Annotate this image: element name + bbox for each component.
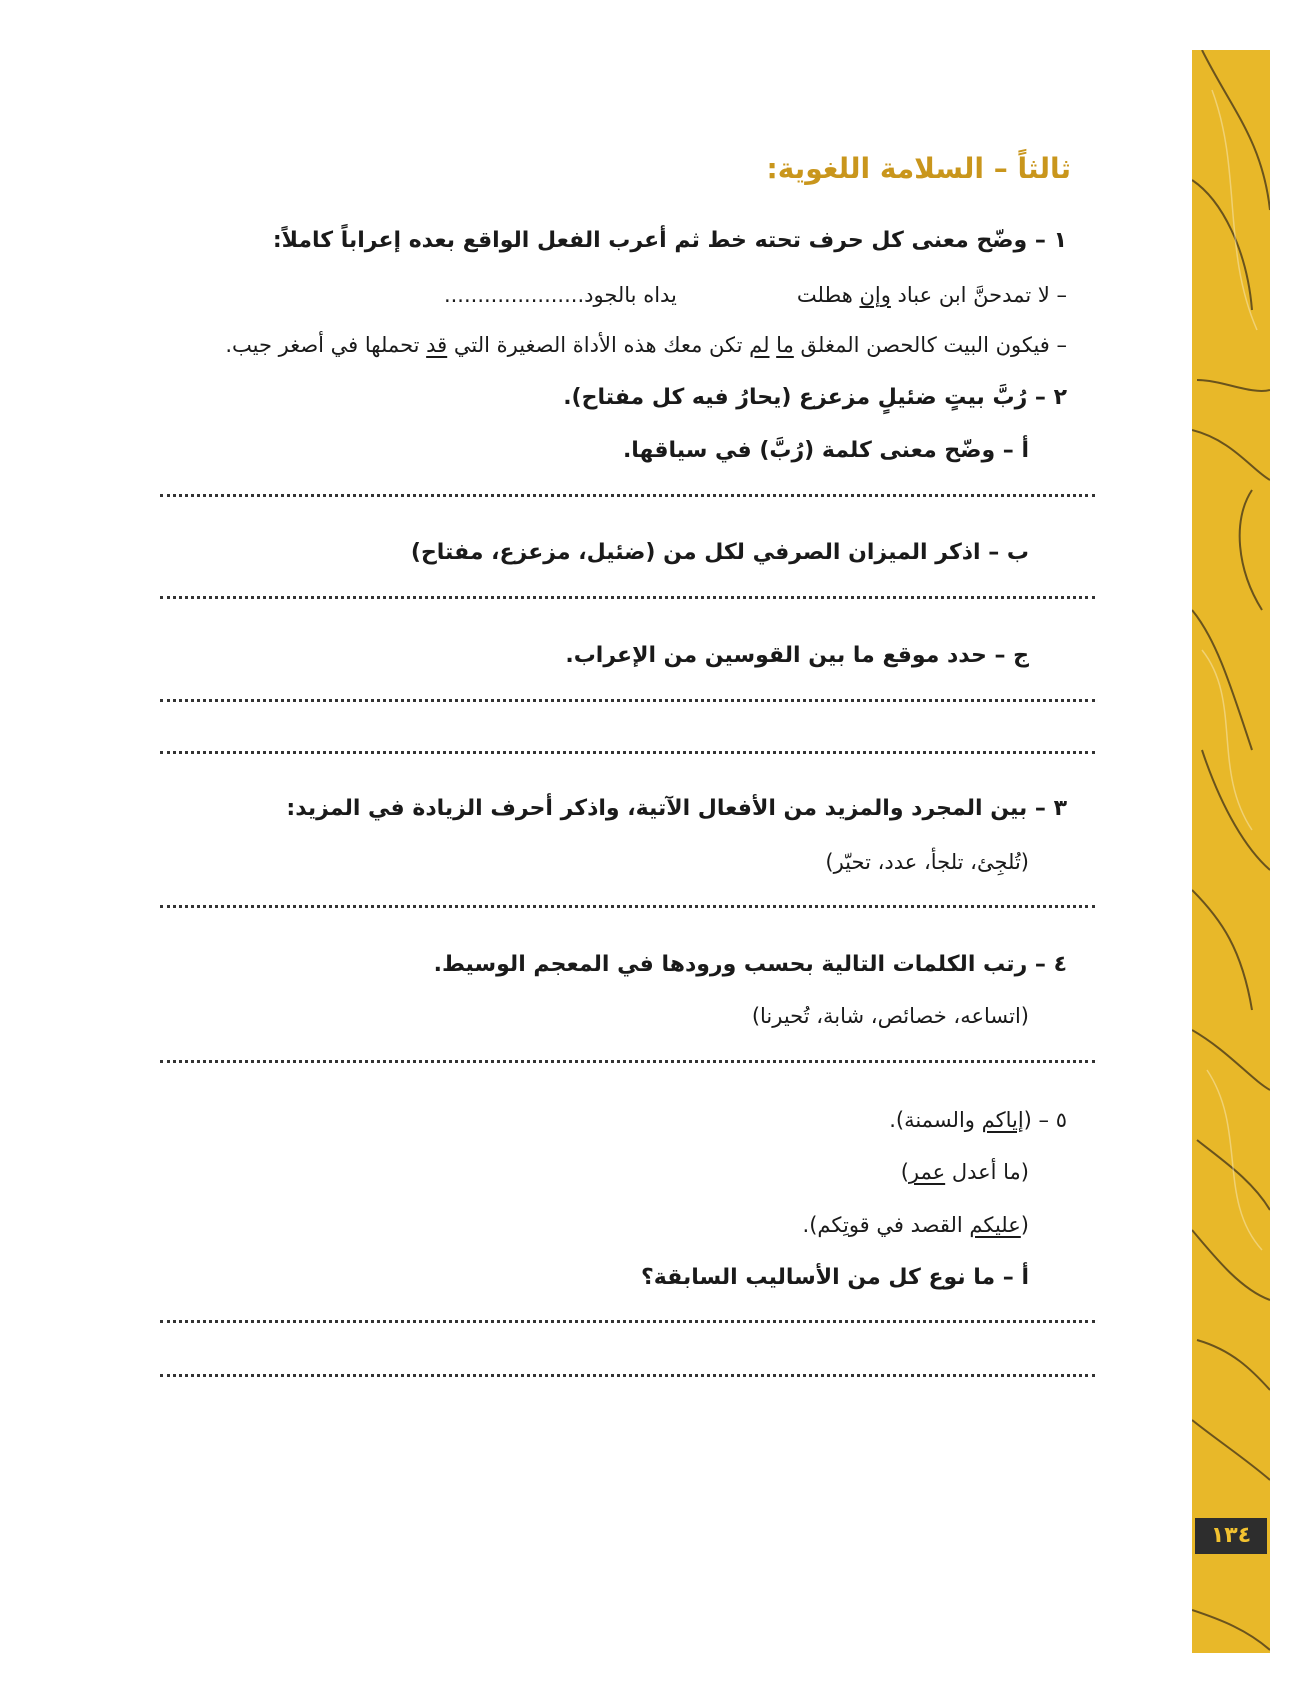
- question-2b: ب – اذكر الميزان الصرفي لكل من (ضئيل، مزعزع، مفتاح): [410, 540, 1029, 565]
- question-3-words: (تُلجِئ، تلجأ، عدد، تحيّر): [825, 850, 1029, 874]
- question-4-words: (اتساعه، خصائص، شابة، تُحيرنا): [751, 1004, 1029, 1028]
- section-title: ثالثاً – السلامة اللغوية:: [766, 152, 1071, 185]
- underlined-word: إياكم: [981, 1108, 1024, 1132]
- question-2a: أ – وضّح معنى كلمة (رُبَّ) في سياقها.: [622, 438, 1029, 463]
- answer-line[interactable]: [160, 492, 1095, 497]
- question-4-prompt: ٤ – رتب الكلمات التالية بحسب ورودها في المعجم الوسيط.: [433, 952, 1067, 977]
- question-1-line-1: – لا تمدحنَّ ابن عباد وإن هطلتيداه بالجود.....................: [443, 283, 1067, 307]
- question-1-prompt: ١ – وضّح معنى كل حرف تحته خط ثم أعرب الفعل الواقع بعده إعراباً كاملاً:: [272, 228, 1067, 253]
- decorative-side-strip: [1192, 50, 1270, 1653]
- question-2-prompt: ٢ – رُبَّ بيتٍ ضئيلٍ مزعزع (يحارُ فيه كل مفتاح).: [563, 385, 1067, 410]
- answer-line[interactable]: [160, 903, 1095, 908]
- underlined-word: وإن: [859, 283, 891, 307]
- question-1-line-2: – فيكون البيت كالحصن المغلق ما لم تكن معك هذه الأداة الصغيرة التي قد تحملها في أصغر جيب.: [225, 333, 1067, 357]
- underlined-word: عمر: [908, 1160, 946, 1184]
- underlined-word: لم: [749, 333, 770, 357]
- answer-line[interactable]: [160, 594, 1095, 599]
- question-3-prompt: ٣ – بين المجرد والمزيد من الأفعال الآتية، واذكر أحرف الزيادة في المزيد:: [286, 796, 1067, 821]
- answer-line[interactable]: [160, 749, 1095, 754]
- question-5-line-1: ٥ – (إياكم والسمنة).: [889, 1108, 1067, 1132]
- underlined-word: قد: [426, 333, 448, 357]
- answer-line[interactable]: [160, 697, 1095, 702]
- question-5-line-3: (عليكم القصد في قوتِكم).: [802, 1213, 1029, 1237]
- underlined-word: ما: [776, 333, 794, 357]
- question-5a: أ – ما نوع كل من الأساليب السابقة؟: [641, 1265, 1029, 1290]
- underlined-word: عليكم: [969, 1213, 1021, 1237]
- answer-line[interactable]: [160, 1058, 1095, 1063]
- answer-line[interactable]: [160, 1318, 1095, 1323]
- question-2c: ج – حدد موقع ما بين القوسين من الإعراب.: [565, 643, 1029, 668]
- page-number: ١٣٤: [1210, 1523, 1252, 1548]
- answer-line[interactable]: [160, 1372, 1095, 1377]
- question-5-line-2: (ما أعدل عمر): [900, 1160, 1029, 1184]
